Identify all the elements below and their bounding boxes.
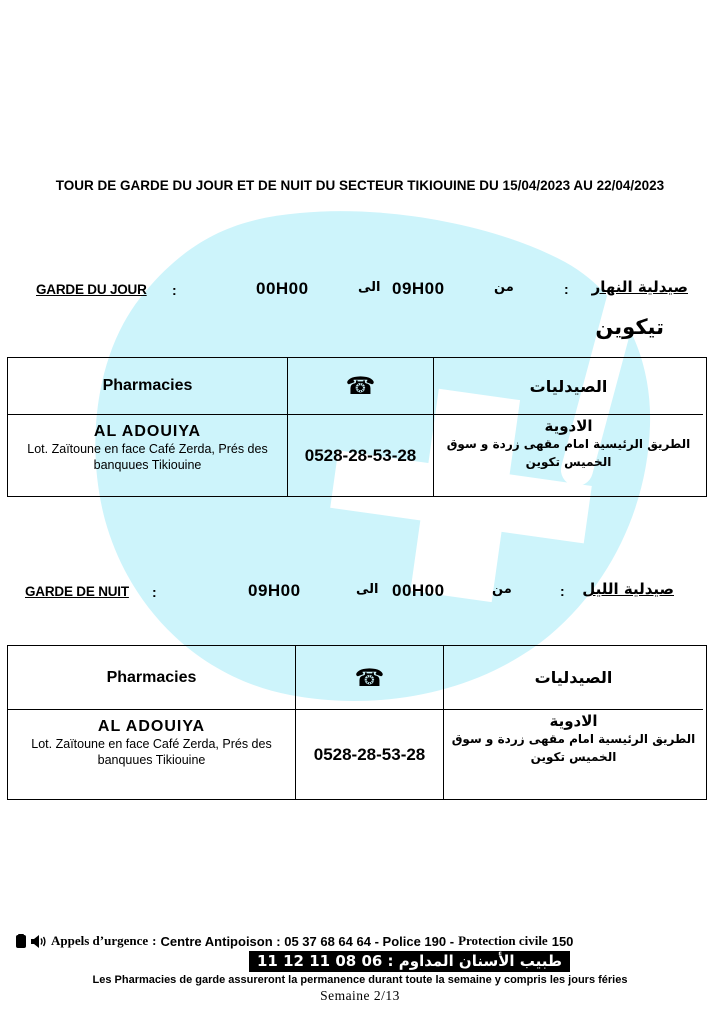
protection-civile-label: Protection civile bbox=[458, 933, 548, 948]
day-pharmacy-table bbox=[7, 357, 707, 497]
city-name-ar: تيكوين bbox=[595, 315, 664, 339]
header-cell-pharmacies-ar bbox=[444, 646, 703, 710]
header-cell-phone bbox=[296, 646, 444, 710]
phone-cell bbox=[288, 415, 434, 496]
emergency-colon: : bbox=[152, 933, 157, 948]
pharmacies-header-label-ar: الصيدليات bbox=[529, 376, 608, 396]
phone-cell bbox=[296, 710, 444, 799]
pharmacy-address: Lot. Zaïtoune en face Café Zerda, Prés des banquues Tikiouine bbox=[27, 442, 268, 472]
week-number: Semaine 2/13 bbox=[320, 988, 400, 1003]
night-time-start: 00H00 bbox=[392, 581, 445, 600]
header-cell-phone bbox=[288, 358, 434, 415]
header-cell-pharmacies bbox=[8, 358, 288, 415]
phone-number: 0528-28-53-28 bbox=[313, 744, 426, 764]
emergency-main-numbers: Centre Antipoison : 05 37 68 64 64 - Police 190 - bbox=[160, 933, 455, 949]
night-word-to: الى bbox=[356, 582, 379, 597]
night-time-end: 09H00 bbox=[248, 581, 301, 600]
header-cell-pharmacies-ar bbox=[434, 358, 703, 415]
telephone-icon: ☎ bbox=[354, 663, 385, 692]
header-cell-pharmacies bbox=[8, 646, 296, 710]
pharmacy-name-ar: الادوية bbox=[549, 712, 598, 730]
night-colon-fr: : bbox=[152, 584, 157, 600]
pharmacies-header-label: Pharmacies bbox=[106, 668, 197, 686]
day-word-to: الى bbox=[358, 280, 381, 295]
emergency-numbers-line bbox=[14, 933, 577, 949]
night-pharmacy-table bbox=[7, 645, 707, 800]
pharmacy-name: AL ADOUIYA bbox=[97, 718, 206, 735]
day-label-ar: صيدلية النهار bbox=[591, 278, 688, 296]
pharmacy-name-ar: الادوية bbox=[544, 417, 593, 435]
table-row bbox=[8, 710, 706, 799]
permanence-note: Les Pharmacies de garde assureront la permanence durant toute la semaine y compris les jours féries bbox=[92, 974, 628, 986]
dentist-on-duty-banner: طبيب الأسنان المداوم : 06 08 11 12 11 bbox=[249, 951, 570, 972]
table-header-row bbox=[8, 358, 706, 415]
day-word-from: من bbox=[494, 280, 514, 295]
emergency-label: Appels d’urgence bbox=[51, 933, 149, 948]
day-time-start: 09H00 bbox=[392, 279, 445, 298]
phone-number: 0528-28-53-28 bbox=[304, 445, 417, 465]
pharmacy-cell bbox=[8, 710, 296, 799]
night-word-from: من bbox=[492, 582, 512, 597]
pharmacy-cell-ar bbox=[434, 415, 703, 496]
night-label-fr: GARDE DE NUIT bbox=[25, 584, 129, 599]
loudspeaker-icon bbox=[31, 935, 48, 948]
day-time-end: 00H00 bbox=[256, 279, 309, 298]
pharmacies-header-label-ar: الصيدليات bbox=[534, 668, 613, 687]
night-label-ar: صيدلية الليل bbox=[582, 580, 674, 598]
telephone-icon bbox=[14, 934, 28, 949]
pharmacy-cell-ar bbox=[444, 710, 703, 799]
day-label-fr: GARDE DU JOUR bbox=[36, 282, 147, 297]
night-colon-ar: : bbox=[560, 583, 565, 599]
telephone-icon: ☎ bbox=[345, 372, 376, 400]
page-title: TOUR DE GARDE DU JOUR ET DE NUIT DU SECTEUR TIKIOUINE DU 15/04/2023 AU 22/04/2023 bbox=[55, 178, 665, 193]
table-row bbox=[8, 415, 706, 496]
day-colon-fr: : bbox=[172, 282, 177, 298]
day-colon-ar: : bbox=[564, 281, 569, 297]
pharmacy-address-ar: الطريق الرئيسية امام مقهى زردة و سوق الخميس تكوين bbox=[446, 436, 691, 469]
pharmacy-address-ar: الطريق الرئيسية امام مقهى زردة و سوق الخميس تكوين bbox=[451, 731, 696, 764]
protection-civile-number: 150 bbox=[551, 933, 574, 949]
pharmacies-header-label: Pharmacies bbox=[102, 377, 193, 394]
pharmacy-cell bbox=[8, 415, 288, 496]
pharmacy-name: AL ADOUIYA bbox=[93, 423, 202, 440]
pharmacy-address: Lot. Zaïtoune en face Café Zerda, Prés des banquues Tikiouine bbox=[31, 737, 272, 767]
table-header-row bbox=[8, 646, 706, 710]
